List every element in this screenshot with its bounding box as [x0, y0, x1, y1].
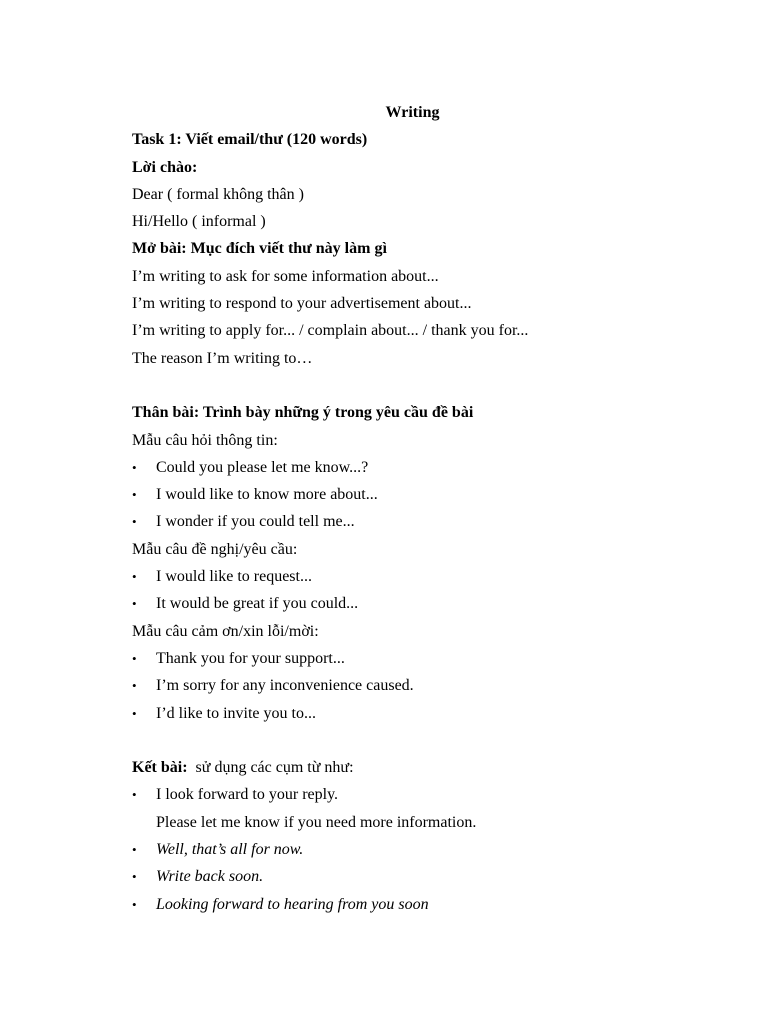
list-item	[132, 781, 692, 808]
body-heading: Thân bài: Trình bày những ý trong yêu cầu đề bài	[132, 404, 474, 422]
list-item-text: I wonder if you could tell me...	[156, 513, 355, 531]
list-item	[132, 590, 692, 617]
list-item	[132, 863, 692, 890]
task-heading: Task 1: Viết email/thư (120 words)	[132, 131, 368, 149]
list-item	[132, 700, 692, 727]
list-item-text: I look forward to your reply.	[156, 786, 339, 804]
list-item-text: Well, that’s all for now.	[156, 841, 304, 859]
greeting-line: Hi/Hello ( informal )	[132, 213, 266, 231]
blank-line	[132, 727, 692, 754]
bullet-icon: •	[132, 459, 137, 475]
list-item	[132, 563, 692, 590]
greeting-heading: Lời chào:	[132, 158, 198, 176]
list-item-text: It would be great if you could...	[156, 595, 359, 613]
closing-heading-rest: sử dụng các cụm từ như:	[195, 759, 354, 777]
greeting-line: Dear ( formal không thân )	[132, 185, 304, 203]
bullet-icon: •	[132, 787, 137, 803]
bullet-icon: •	[132, 650, 137, 666]
thanks-label: Mẫu câu cảm ơn/xin lỗi/mời:	[132, 622, 319, 640]
list-item-text: Could you please let me know...?	[156, 458, 369, 476]
bullet-icon: •	[132, 869, 137, 885]
opening-line: I’m writing to ask for some information about...	[132, 267, 439, 285]
list-item	[132, 891, 692, 918]
asking-info-label: Mẫu câu hỏi thông tin:	[132, 431, 278, 449]
bullet-icon: •	[132, 596, 137, 612]
list-item-text: I would like to know more about...	[156, 486, 378, 504]
list-item-text: Write back soon.	[156, 868, 264, 886]
bullet-icon: •	[132, 705, 137, 721]
list-item-text: I’m sorry for any inconvenience caused.	[156, 677, 414, 695]
list-item	[132, 672, 692, 699]
bullet-icon: •	[132, 514, 137, 530]
list-item-text: Thank you for your support...	[156, 649, 345, 667]
list-item-continuation: Please let me know if you need more information.	[156, 813, 477, 831]
closing-heading: Kết bài:	[132, 759, 188, 777]
list-item	[132, 836, 692, 863]
list-item	[132, 481, 692, 508]
opening-line: The reason I’m writing to…	[132, 349, 313, 367]
bullet-icon: •	[132, 896, 137, 912]
opening-line: I’m writing to respond to your advertisement about...	[132, 295, 472, 313]
list-item-text: Looking forward to hearing from you soon	[156, 895, 429, 913]
requests-label: Mẫu câu đề nghị/yêu cầu:	[132, 540, 298, 558]
closing-heading-line	[132, 754, 692, 781]
document-content	[132, 99, 692, 918]
bullet-icon: •	[132, 569, 137, 585]
bullet-icon: •	[132, 842, 137, 858]
list-item	[132, 508, 692, 535]
bullet-icon: •	[132, 487, 137, 503]
list-item	[132, 645, 692, 672]
bullet-icon: •	[132, 678, 137, 694]
opening-line: I’m writing to apply for... / complain about... / thank you for...	[132, 322, 529, 340]
document-title: Writing	[385, 104, 440, 121]
list-item	[132, 454, 692, 481]
blank-line	[132, 372, 692, 399]
list-item-text: I’d like to invite you to...	[156, 704, 316, 722]
opening-heading: Mở bài: Mục đích viết thư này làm gì	[132, 240, 387, 258]
list-item-text: I would like to request...	[156, 568, 312, 586]
